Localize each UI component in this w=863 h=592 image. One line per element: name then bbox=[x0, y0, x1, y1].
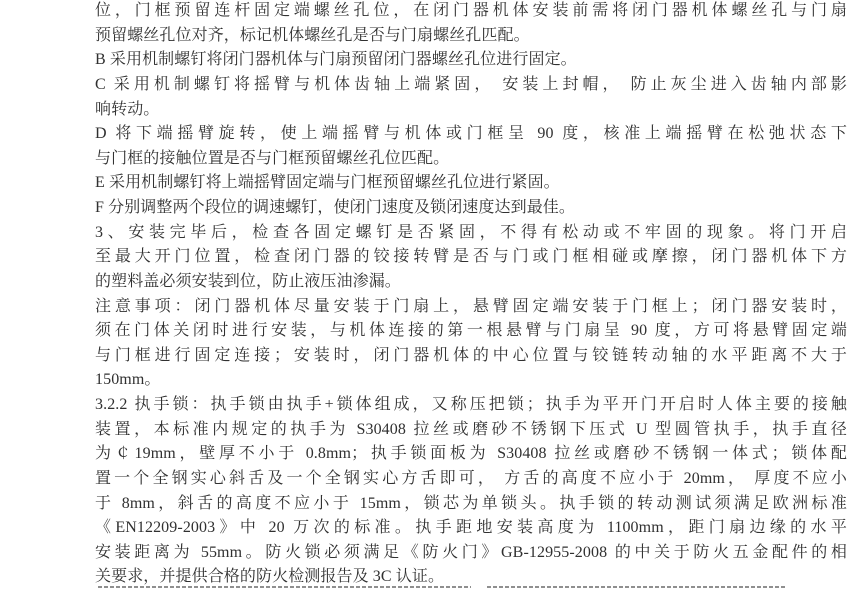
text-line: 的塑料盖必须安装到位，防止液压油渗漏。 bbox=[95, 272, 401, 290]
text-line: B 采用机制螺钉将闭门器机体与门扇预留闭门器螺丝孔位进行固定。 bbox=[95, 51, 577, 69]
text-line: C 采用机制螺钉将摇臂与机体齿轴上端紧固， 安装上封帽， 防止灰尘进入齿轴内部影 bbox=[95, 75, 847, 93]
text-line: 位，门框预留连杆固定端螺丝孔位，在闭门器机体安装前需将闭门器机体螺丝孔与门扇 bbox=[95, 2, 847, 19]
text-line: D 将下端摇臂旋转，使上端摇臂与机体或门框呈 90 度，核准上端摇臂在松弛状态下 bbox=[95, 125, 847, 143]
text-line: 与门框的接触位置是否与门框预留螺丝孔位匹配。 bbox=[95, 149, 450, 167]
text-line: 须在门体关闭时进行安装，与机体连接的第一根悬臂与门扇呈 90 度，方可将悬臂固定端 bbox=[95, 322, 847, 340]
text-line: 关要求，并提供合格的防火检测报告及 3C 认证。 bbox=[95, 568, 445, 586]
text-line: 至最大开门位置，检查闭门器的铰接转臂是否与门或门框相碰或摩擦，闭门器机体下方 bbox=[95, 248, 847, 266]
text-line: 《EN12209-2003》中 20 万次的标准。执手距地安装高度为 1100mm，距门扇边缘的水平 bbox=[95, 519, 847, 537]
text-line: 安装距离为 55mm。防火锁必须满足《防火门》GB-12955-2008 的中关于防火五金配件的相 bbox=[95, 543, 847, 561]
text-line: 于 8mm，斜舌的高度不应小于 15mm，锁芯为单锁头。执手锁的转动测试须满足欧洲标准 bbox=[95, 494, 847, 512]
text-line: E 采用机制螺钉将上端摇臂固定端与门框预留螺丝孔位进行紧固。 bbox=[95, 174, 560, 192]
text-line: 为￠19mm，壁厚不小于 0.8mm；执手锁面板为 S30408 拉丝或磨砂不锈钢一体式；锁体配 bbox=[95, 445, 847, 463]
text-line: 与门框进行固定连接；安装时，闭门器机体的中心位置与铰链转动轴的水平距离不大于 bbox=[95, 346, 847, 364]
dashed-separator-right bbox=[487, 586, 785, 588]
text-line: 3、安装完毕后，检查各固定螺钉是否紧固，不得有松动或不牢固的现象。将门开启 bbox=[95, 223, 847, 241]
text-line: 响转动。 bbox=[95, 100, 160, 118]
text-line: 预留螺丝孔位对齐，标记机体螺丝孔是否与门扇螺丝孔匹配。 bbox=[95, 26, 530, 44]
text-line: 3.2.2 执手锁：执手锁由执手+锁体组成，又称压把锁；执手为平开门开启时人体主要的接触 bbox=[95, 396, 847, 413]
text-line: F 分别调整两个段位的调速螺钉，使闭门速度及锁闭速度达到最佳。 bbox=[95, 199, 575, 216]
text-line: 置一个全钢实心斜舌及一个全钢实心方舌即可， 方舌的高度不应小于 20mm， 厚度不应小 bbox=[95, 469, 847, 487]
text-line: 注意事项：闭门器机体尽量安装于门扇上，悬臂固定端安装于门框上；闭门器安装时， bbox=[95, 297, 847, 315]
text-line: 150mm。 bbox=[95, 371, 161, 389]
dashed-separator-left bbox=[98, 586, 471, 588]
text-block bbox=[95, 0, 847, 590]
text-line: 装置，本标准内规定的执手为 S30408 拉丝或磨砂不锈钢下压式 U 型圆管执手，执手直径 bbox=[95, 420, 847, 438]
